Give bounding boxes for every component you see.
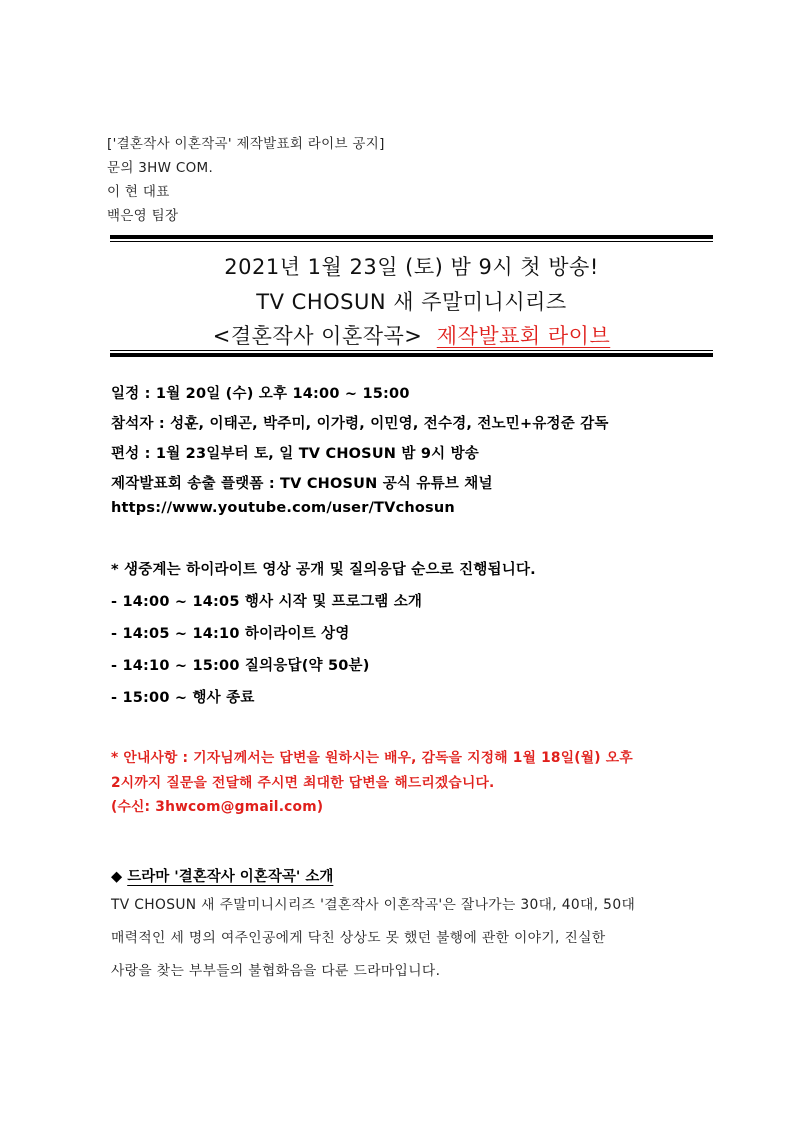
- contact-person-1: 이 현 대표: [107, 184, 170, 200]
- program-item: - 14:05 ~ 14:10 하이라이트 상영: [111, 626, 350, 642]
- notice-line-1: * 안내사항 : 기자님께서는 답변을 원하시는 배우, 감독을 지정해 1월 18일(월) 오후: [111, 750, 633, 766]
- bottom-rule-thin: [110, 350, 713, 351]
- attendees-line: 참석자 : 성훈, 이태곤, 박주미, 이가령, 이민영, 전수경, 전노민+유정준 감독: [111, 416, 609, 432]
- bottom-rule-thick: [110, 353, 713, 357]
- diamond-bullet-icon: ◆: [111, 869, 123, 885]
- drama-section-heading: [111, 865, 333, 886]
- contact-line: 문의 3HW COM.: [107, 160, 214, 176]
- platform-line: 제작발표회 송출 플랫폼 : TV CHOSUN 공식 유튜브 채널: [111, 476, 493, 492]
- drama-description-line: 사랑을 찾는 부부들의 불협화음을 다룬 드라마입니다.: [111, 963, 441, 979]
- notice-email[interactable]: (수신: 3hwcom@gmail.com): [111, 799, 324, 815]
- title-series: TV CHOSUN 새 주말미니시리즈: [256, 290, 567, 314]
- title-live-highlight: 제작발표회 라이브: [436, 324, 611, 348]
- broadcast-line: 편성 : 1월 23일부터 토, 일 TV CHOSUN 밤 9시 방송: [111, 446, 479, 462]
- program-item: - 14:00 ~ 14:05 행사 시작 및 프로그램 소개: [111, 594, 423, 610]
- notice-header: ['결혼작사 이혼작곡' 제작발표회 라이브 공지]: [107, 136, 385, 152]
- title-event: [0, 320, 793, 350]
- schedule-line: 일정 : 1월 20일 (수) 오후 14:00 ~ 15:00: [111, 386, 410, 402]
- title-date: 2021년 1월 23일 (토) 밤 9시 첫 방송!: [224, 255, 599, 279]
- program-item: - 15:00 ~ 행사 종료: [111, 690, 255, 706]
- notice-line-2: 2시까지 질문을 전달해 주시면 최대한 답변을 해드리겠습니다.: [111, 775, 495, 791]
- youtube-url[interactable]: https://www.youtube.com/user/TVchosun: [111, 500, 455, 516]
- top-rule-thin: [110, 241, 713, 242]
- drama-section-title: 드라마 '결혼작사 이혼작곡' 소개: [127, 869, 334, 885]
- program-intro: * 생중계는 하이라이트 영상 공개 및 질의응답 순으로 진행됩니다.: [111, 562, 536, 578]
- contact-person-2: 백은영 팀장: [107, 208, 179, 224]
- drama-description-line: 매력적인 세 명의 여주인공에게 닥친 상상도 못 했던 불행에 관한 이야기, 진실한: [111, 930, 606, 946]
- program-item: - 14:10 ~ 15:00 질의응답(약 50분): [111, 658, 370, 674]
- title-drama-name: <결혼작사 이혼작곡>: [212, 324, 423, 348]
- top-rule-thick: [110, 235, 713, 239]
- drama-description-line: TV CHOSUN 새 주말미니시리즈 '결혼작사 이혼작곡'은 잘나가는 30대, 40대, 50대: [111, 897, 636, 913]
